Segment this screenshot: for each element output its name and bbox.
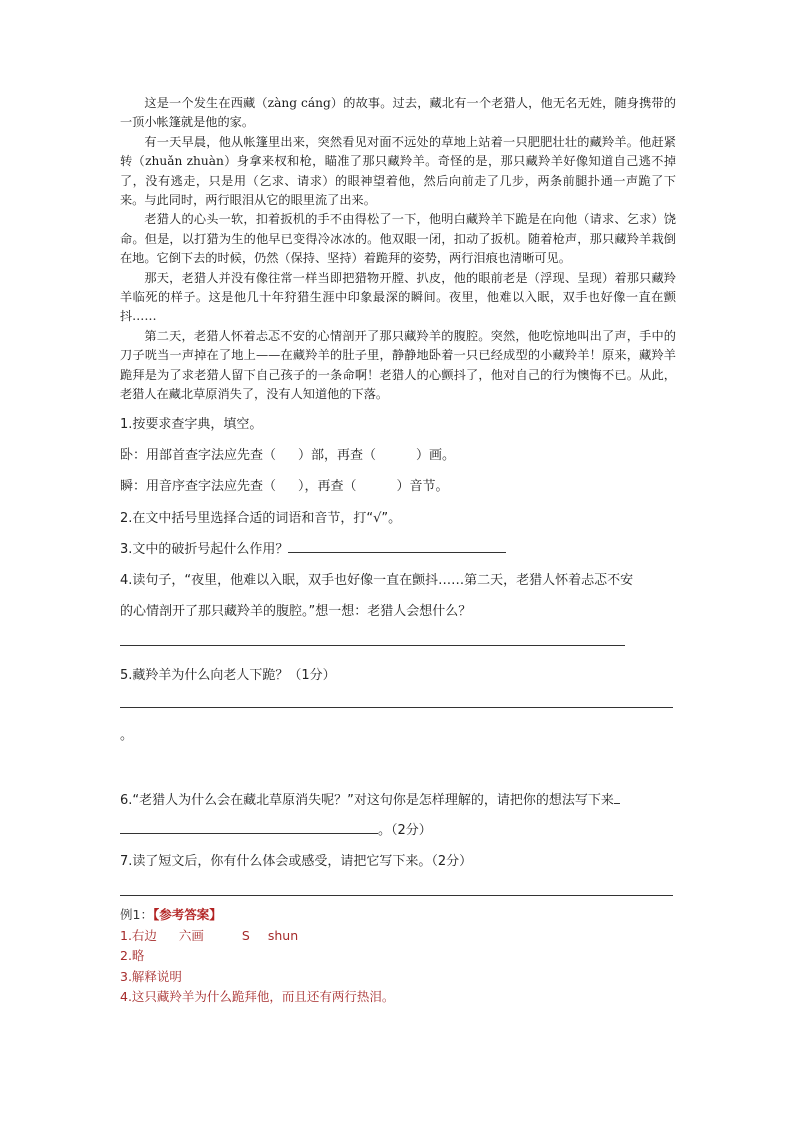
reading-passage xyxy=(120,94,676,405)
answer-1-part-a: 1.右边 xyxy=(120,927,157,943)
question-1-line-1 xyxy=(120,444,455,463)
passage-paragraph-4: 那天，老猎人并没有像往常一样当即把猎物开膛、扒皮，他的眼前老是（浮现、呈现）着那只藏羚羊临死的样子。这是他几十年狩猎生涯中印象最深的瞬间。夜里，他难以入眠，双手也好像一直在颤抖…… xyxy=(120,270,676,324)
q1-line2-part-b: ），再查（ xyxy=(298,479,357,494)
passage-paragraph-3: 老猎人的心头一软，扣着扳机的手不由得松了一下，他明白藏羚羊下跪是在向他（请求、乞求）饶命。但是，以打猎为生的他早已变得冷冰冰的。他双眼一闭，扣动了扳机。随着枪声，那只藏羚羊栽倒在地。它倒下去的时候，仍然（保持、坚持）着跪拜的姿势，两行泪痕也清晰可见。 xyxy=(120,212,676,266)
q5-end-mark: 。 xyxy=(120,728,134,743)
q3-text: 3.文中的破折号起什么作用？ xyxy=(120,542,289,557)
question-4-line-1: 4.读句子，“夜里，他难以入眠，双手也好像一直在颤抖……第二天，老猎人怀着忐忑不安 xyxy=(120,573,634,588)
question-1-line-2 xyxy=(120,475,449,494)
question-1-title: 1.按要求查字典，填空。 xyxy=(120,417,263,432)
answer-1-part-b: 六画 xyxy=(178,927,204,943)
answer-2: 2.略 xyxy=(120,948,145,963)
q1-line1-part-b: ）部，再查（ xyxy=(298,448,377,463)
q1-line1-part-c: ）画。 xyxy=(416,448,456,463)
question-7: 7.读了短文后，你有什么体会或感受，请把它写下来。（2分） xyxy=(120,854,473,869)
question-4-line-2: 的心情剖开了那只藏羚羊的腹腔。”想一想：老猎人会想什么？ xyxy=(120,604,472,619)
question-5: 5.藏羚羊为什么向老人下跪？（1分） xyxy=(120,668,336,683)
passage-paragraph-1: 这是一个发生在西藏（zàng cáng）的故事。过去，藏北有一个老猎人，他无名无姓，随身携带的一顶小帐篷就是他的家。 xyxy=(120,96,676,130)
answer-4: 4.这只藏羚羊为什么跪拜他，而且还有两行热泪。 xyxy=(120,989,395,1004)
question-6-line-2 xyxy=(120,819,432,838)
q6-answer-line-start[interactable] xyxy=(614,789,620,804)
q1-line2-part-c: ）音节。 xyxy=(396,479,449,494)
answer-key-prefix: 例1： xyxy=(120,907,153,922)
passage-paragraph-2: 有一天早晨，他从帐篷里出来，突然看见对面不远处的草地上站着一只肥肥壮壮的藏羚羊。他赶紧转（zhuǎn zhuàn）身拿来杈和枪，瞄准了那只藏羚羊。奇怪的是，那只藏羚羊好像知道自己逃不掉了，没有逃走，只是用（乞求、请求）的眼神望着他，然后向前走了几步，两条前腿扑通一声跪了下来。与此同时，两行眼泪从它的眼里流了出来。 xyxy=(120,134,676,208)
q1-line2-part-a: 瞬：用音序查字法应先查（ xyxy=(120,479,277,494)
question-2: 2.在文中括号里选择合适的词语和音节，打“√”。 xyxy=(120,511,402,526)
q7-answer-line[interactable] xyxy=(120,895,673,896)
answer-1-part-c: S xyxy=(241,927,250,943)
question-3 xyxy=(120,538,506,557)
q6-line2-end: 。（2分） xyxy=(378,823,432,838)
answer-key-heading: 【参考答案】 xyxy=(152,907,222,922)
answer-key-title xyxy=(120,905,394,926)
answer-3: 3.解释说明 xyxy=(120,968,182,984)
q4-answer-line[interactable] xyxy=(120,645,625,646)
q6-text: 6.“老猎人为什么会在藏北草原消失呢？”对这句你是怎样理解的，请把你的想法写下来 xyxy=(120,793,614,808)
q6-answer-line[interactable] xyxy=(120,819,378,834)
answer-1-part-d: shun xyxy=(267,927,299,943)
question-6-line-1 xyxy=(120,789,620,808)
answer-key xyxy=(120,905,394,1008)
passage-paragraph-5: 第二天，老猎人怀着忐忑不安的心情剖开了那只藏羚羊的腹腔。突然，他吃惊地叫出了声，手中的刀子咣当一声掉在了地上——在藏羚羊的肚子里，静静地卧着一只已经成型的小藏羚羊！原来，藏羚羊跪拜是为了求老猎人留下自己孩子的一条命啊！老猎人的心颤抖了，他对自己的行为懊悔不已。从此，老猎人在藏北草原消失了，没有人知道他的下落。 xyxy=(120,328,676,402)
q3-answer-line[interactable] xyxy=(288,538,506,553)
q1-line1-part-a: 卧：用部首查字法应先查（ xyxy=(120,448,277,463)
answer-1 xyxy=(120,926,394,947)
q5-answer-line[interactable] xyxy=(120,707,673,708)
